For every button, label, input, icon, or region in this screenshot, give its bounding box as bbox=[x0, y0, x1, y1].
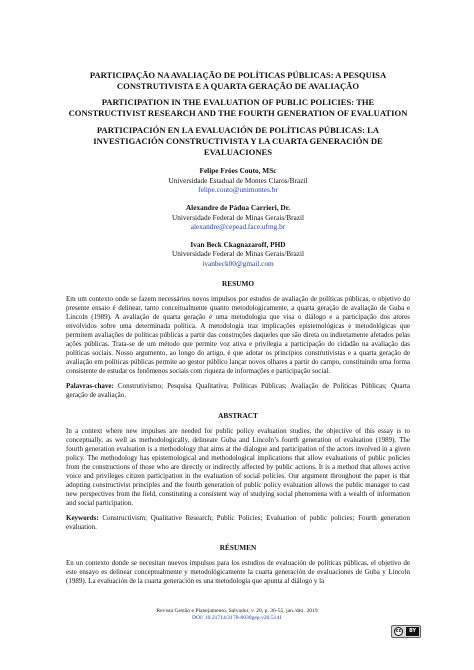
author-block bbox=[66, 203, 410, 232]
resumen-text: En un contexto donde se necesitan nuevos impulsos para los estudios de evaluación de políticas públicas, el objetivo de este ensayo es delinear conceptualmente y metodológicamente la cuarta generación de evaluaciones de Guba y Lincoln (1989). La evaluación de la cuarta generación es una metodología que apunta al diálogo y la bbox=[66, 558, 410, 585]
author-block bbox=[66, 240, 410, 269]
creative-commons-icon: cc bbox=[395, 629, 402, 634]
keywords-label: Palavras-chave: bbox=[66, 382, 114, 391]
author-block bbox=[66, 166, 410, 195]
author-name: Ivan Beck Ckagnazaroff, PHD bbox=[190, 239, 286, 249]
author-name: Felipe Fróes Couto, MSc bbox=[199, 166, 277, 176]
article-body bbox=[66, 70, 410, 592]
title-english: PARTICIPATION IN THE EVALUATION OF PUBLIC POLICIES: THE CONSTRUCTIVIST RESEARCH AND THE FOURTH GENERATION OF EVALUATION bbox=[68, 97, 408, 118]
attribution-icon: BY bbox=[406, 627, 419, 636]
abstract-text: In a context where new impulses are needed for public policy evaluation studies, the objective of this essay is to conceptually, as well as methodologically, delineate Guba and Lincoln’s fourth generation of evaluation (1989). The fourth generation evaluation is a methodology that aims at the dialogue and participation of the actors involved in a given policy. The methodology has epistemological and methodological implications that allow evaluations of public policies from the constructions of those who are directly or indirectly affected by public actions. It is a method that allows active voice and privileges citizen participation in the evaluation of social policies. Our argument throughout the paper is that adopting constructivist principles and the fourth generation of public policy evaluation allows the public manager to cast new perspectives from the field, constituting a consistent way of studying social phenomena with a wealth of information and social participation. bbox=[66, 426, 410, 508]
author-email-link[interactable]: alexandre@cepead.face.ufmg.br bbox=[190, 222, 286, 232]
title-portuguese: PARTICIPAÇÃO NA AVALIAÇÃO DE POLÍTICAS PÚBLICAS: A PESQUISA CONSTRUTIVISTA E A QUARTA GERAÇÃO DE AVALIAÇÃO bbox=[89, 70, 387, 91]
resumo-text: Em um contexto onde se fazem necessários novos impulsos por estudos de avaliação de políticas públicas, o objetivo do presente ensaio é delinear, tanto conceitualmente quanto metodologicamente, a quarta geração de avaliação de Guba e Lincoln (1989). A avaliação de quarta geração é uma metodologia que visa o diálogo e a participação dos atores envolvidos sobre uma determinada política. A metodologia traz implicações epistemológicas e metodológicas que permitem avaliações de políticas públicas a partir das construções daqueles que são direta ou indiretamente afetados pelas ações públicas. Trata-se de um método que permite voz ativa e privilegia a participação do cidadão na avaliação das políticas sociais. Nosso argumento, ao longo do artigo, é que adotar os princípios construtivistas e a quarta geração de avaliação em políticas públicas permite ao gestor público lançar novos olhares a partir do campo, constituindo uma forma consistente de estudar os fenômenos sociais com riqueza de informações e participação social. bbox=[66, 294, 410, 376]
resumo-keywords bbox=[66, 382, 410, 400]
abstract-keywords bbox=[66, 514, 410, 532]
author-email-link[interactable]: felipe.couto@unimontes.br bbox=[198, 185, 278, 195]
title-spanish: PARTICIPACIÓN EN LA EVALUACIÓN DE POLÍTICAS PÚBLICAS: LA INVESTIGACIÓN CONSTRUCTIVISTA Y LA CUARTA GENERACIÓN DE EVALUACIONES bbox=[93, 125, 383, 157]
keywords-text: Constructivism; Qualitative Research; Public Policies; Evaluation of public policies; Fourth generation evaluation. bbox=[66, 514, 410, 532]
author-email-link[interactable]: ivanbeck00@gmail.com bbox=[202, 258, 274, 268]
author-affiliation: Universidade Federal de Minas Gerais/Brazil bbox=[171, 212, 305, 222]
resumen-heading: RÉSUMEN bbox=[219, 542, 257, 552]
author-affiliation: Universidade Federal de Minas Gerais/Brazil bbox=[171, 249, 305, 259]
author-name: Alexandre de Pádua Carrieri, Dr. bbox=[185, 202, 291, 212]
page-footer bbox=[0, 608, 474, 622]
keywords-text: Construtivismo; Pesquisa Qualitativa; Políticas Públicas; Avaliação de Políticas Públicas; Quarta geração de avaliação. bbox=[66, 382, 410, 400]
journal-citation: Revista Gestão e Planejamento, Salvador, v. 20, p. 36-55, jan./dez. 2019 bbox=[156, 608, 318, 614]
cc-by-license-badge[interactable] bbox=[391, 625, 421, 638]
doi-link[interactable]: DOI: 10.21714/2178-8030gep.v20.5141 bbox=[191, 615, 283, 622]
abstract-heading: ABSTRACT bbox=[218, 410, 258, 420]
author-affiliation: Universidade Estadual de Montes Claros/Brazil bbox=[168, 175, 308, 185]
resumo-heading: RESUMO bbox=[221, 278, 255, 288]
keywords-label: Keywords: bbox=[66, 514, 99, 523]
